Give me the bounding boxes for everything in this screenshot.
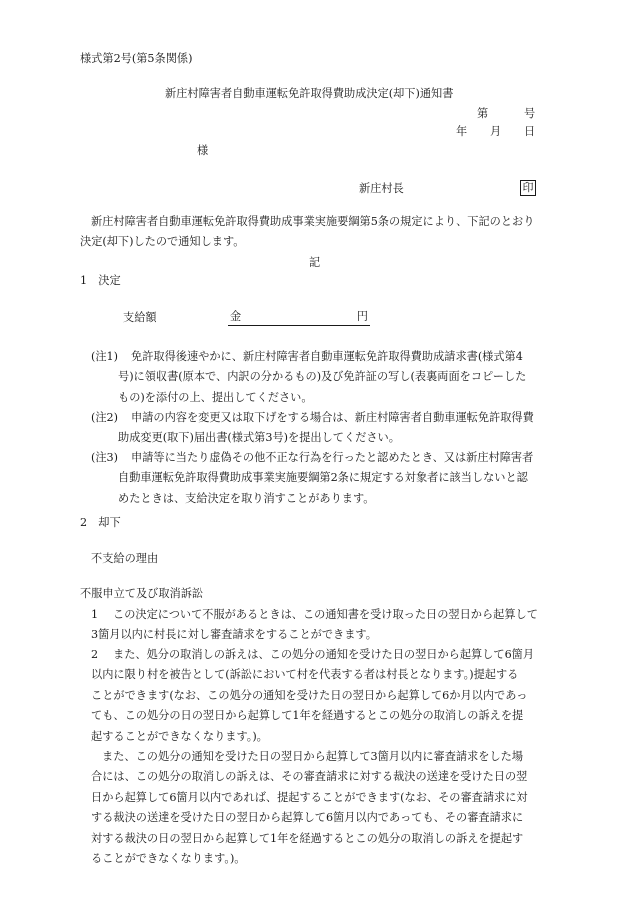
note-line: もの)を添付の上、提出してください。 — [118, 390, 313, 404]
issuer: 新庄村長 — [359, 182, 404, 195]
rejection-heading: 2 却下 — [80, 516, 121, 529]
amount-field — [228, 311, 370, 328]
date-day: 日 — [524, 125, 536, 138]
date-month: 月 — [490, 125, 502, 138]
note-label: (注1) — [91, 350, 119, 363]
appeal-item-2 — [91, 645, 534, 747]
item-number: 2 — [91, 648, 99, 661]
appeal-item-1 — [91, 605, 538, 646]
appeal-heading: 不服申立て及び取消訴訟 — [80, 587, 204, 600]
amount-prefix: 金 — [230, 310, 242, 323]
intro-line: 決定(却下)したので通知します。 — [80, 235, 245, 249]
item-line: ても、この処分の日の翌日から起算して1年を経過するとこの処分の取消しの訴えを提 — [91, 709, 524, 723]
intro-paragraph — [80, 212, 534, 253]
note-line: 申請等に当たり虚偽その他不正な行為を行ったと認めたとき、又は新庄村障害者 — [131, 451, 534, 464]
number-suffix: 号 — [524, 107, 536, 120]
intro-line: 新庄村障害者自動車運転免許取得費助成事業実施要綱第5条の規定により、下記のとおり — [91, 215, 535, 228]
note-line: 自動車運転免許取得費助成事業実施要綱第2条に規定する対象者に該当しないと認 — [118, 471, 528, 485]
amount-label: 支給額 — [123, 311, 157, 324]
amount-suffix: 円 — [356, 310, 368, 323]
item-line: 対する裁決の日の翌日から起算して1年を経過するとこの処分の取消しの訴えを提起す — [91, 831, 524, 845]
number-prefix: 第 — [477, 107, 489, 120]
note-label: (注2) — [91, 411, 119, 424]
form-number: 様式第2号(第5条関係) — [80, 52, 193, 65]
appeal-item-2-continued — [91, 747, 528, 869]
note-1 — [91, 347, 526, 408]
note-line: めたときは、支給決定を取り消すことがあります。 — [118, 491, 375, 505]
item-line: 起することができなくなります。)。 — [91, 729, 268, 743]
note-2 — [91, 408, 534, 449]
item-line: 合には、この処分の取消しの訴えは、その審査請求に対する裁決の送達を受けた日の翌 — [91, 770, 528, 784]
note-line: 号)に領収書(原本で、内訳の分かるもの)及び免許証の写し(表裏両面をコピーした — [118, 370, 527, 384]
seal-mark — [520, 180, 536, 196]
note-label: (注3) — [91, 451, 119, 464]
note-line: 申請の内容を変更又は取下げをする場合は、新庄村障害者自動車運転免許取得費 — [131, 411, 534, 424]
item-line: ことができます(なお、この処分の通知を受けた日の翌日から起算して6か月以内であっ — [91, 688, 528, 702]
item-line: 3箇月以内に村長に対し審査請求をすることができます。 — [91, 628, 377, 642]
decision-heading: 1 決定 — [80, 274, 121, 287]
item-line: また、この処分の通知を受けた日の翌日から起算して3箇月以内に審査請求をした場 — [102, 750, 524, 763]
addressee-suffix: 様 — [197, 144, 209, 157]
note-line: 助成変更(取下)届出書(様式第3号)を提出してください。 — [118, 431, 400, 445]
note-3 — [91, 448, 533, 509]
ki-heading: 記 — [309, 256, 321, 269]
item-line: 日から起算して6箇月以内であれば、提起することができます(なお、その審査請求に対 — [91, 790, 528, 804]
date-year: 年 — [456, 125, 468, 138]
rejection-reason-label: 不支給の理由 — [91, 552, 159, 565]
item-line: また、処分の取消しの訴えは、この処分の通知を受けた日の翌日から起算して6箇月 — [113, 648, 535, 661]
item-number: 1 — [91, 608, 99, 621]
item-line: この決定について不服があるときは、この通知書を受け取った日の翌日から起算して — [113, 608, 538, 621]
document-title: 新庄村障害者自動車運転免許取得費助成決定(却下)通知書 — [165, 87, 454, 100]
item-line: する裁決の送達を受けた日の翌日から起算して6箇月以内であっても、その審査請求に — [91, 811, 524, 825]
seal-text: 印 — [520, 180, 536, 196]
item-line: ることができなくなります。)。 — [91, 851, 246, 865]
item-line: 以内に限り村を被告として(訴訟において村を代表する者は村長となります。)提起する — [91, 668, 519, 682]
note-line: 免許取得後速やかに、新庄村障害者自動車運転免許取得費助成請求書(様式第4 — [131, 350, 523, 363]
